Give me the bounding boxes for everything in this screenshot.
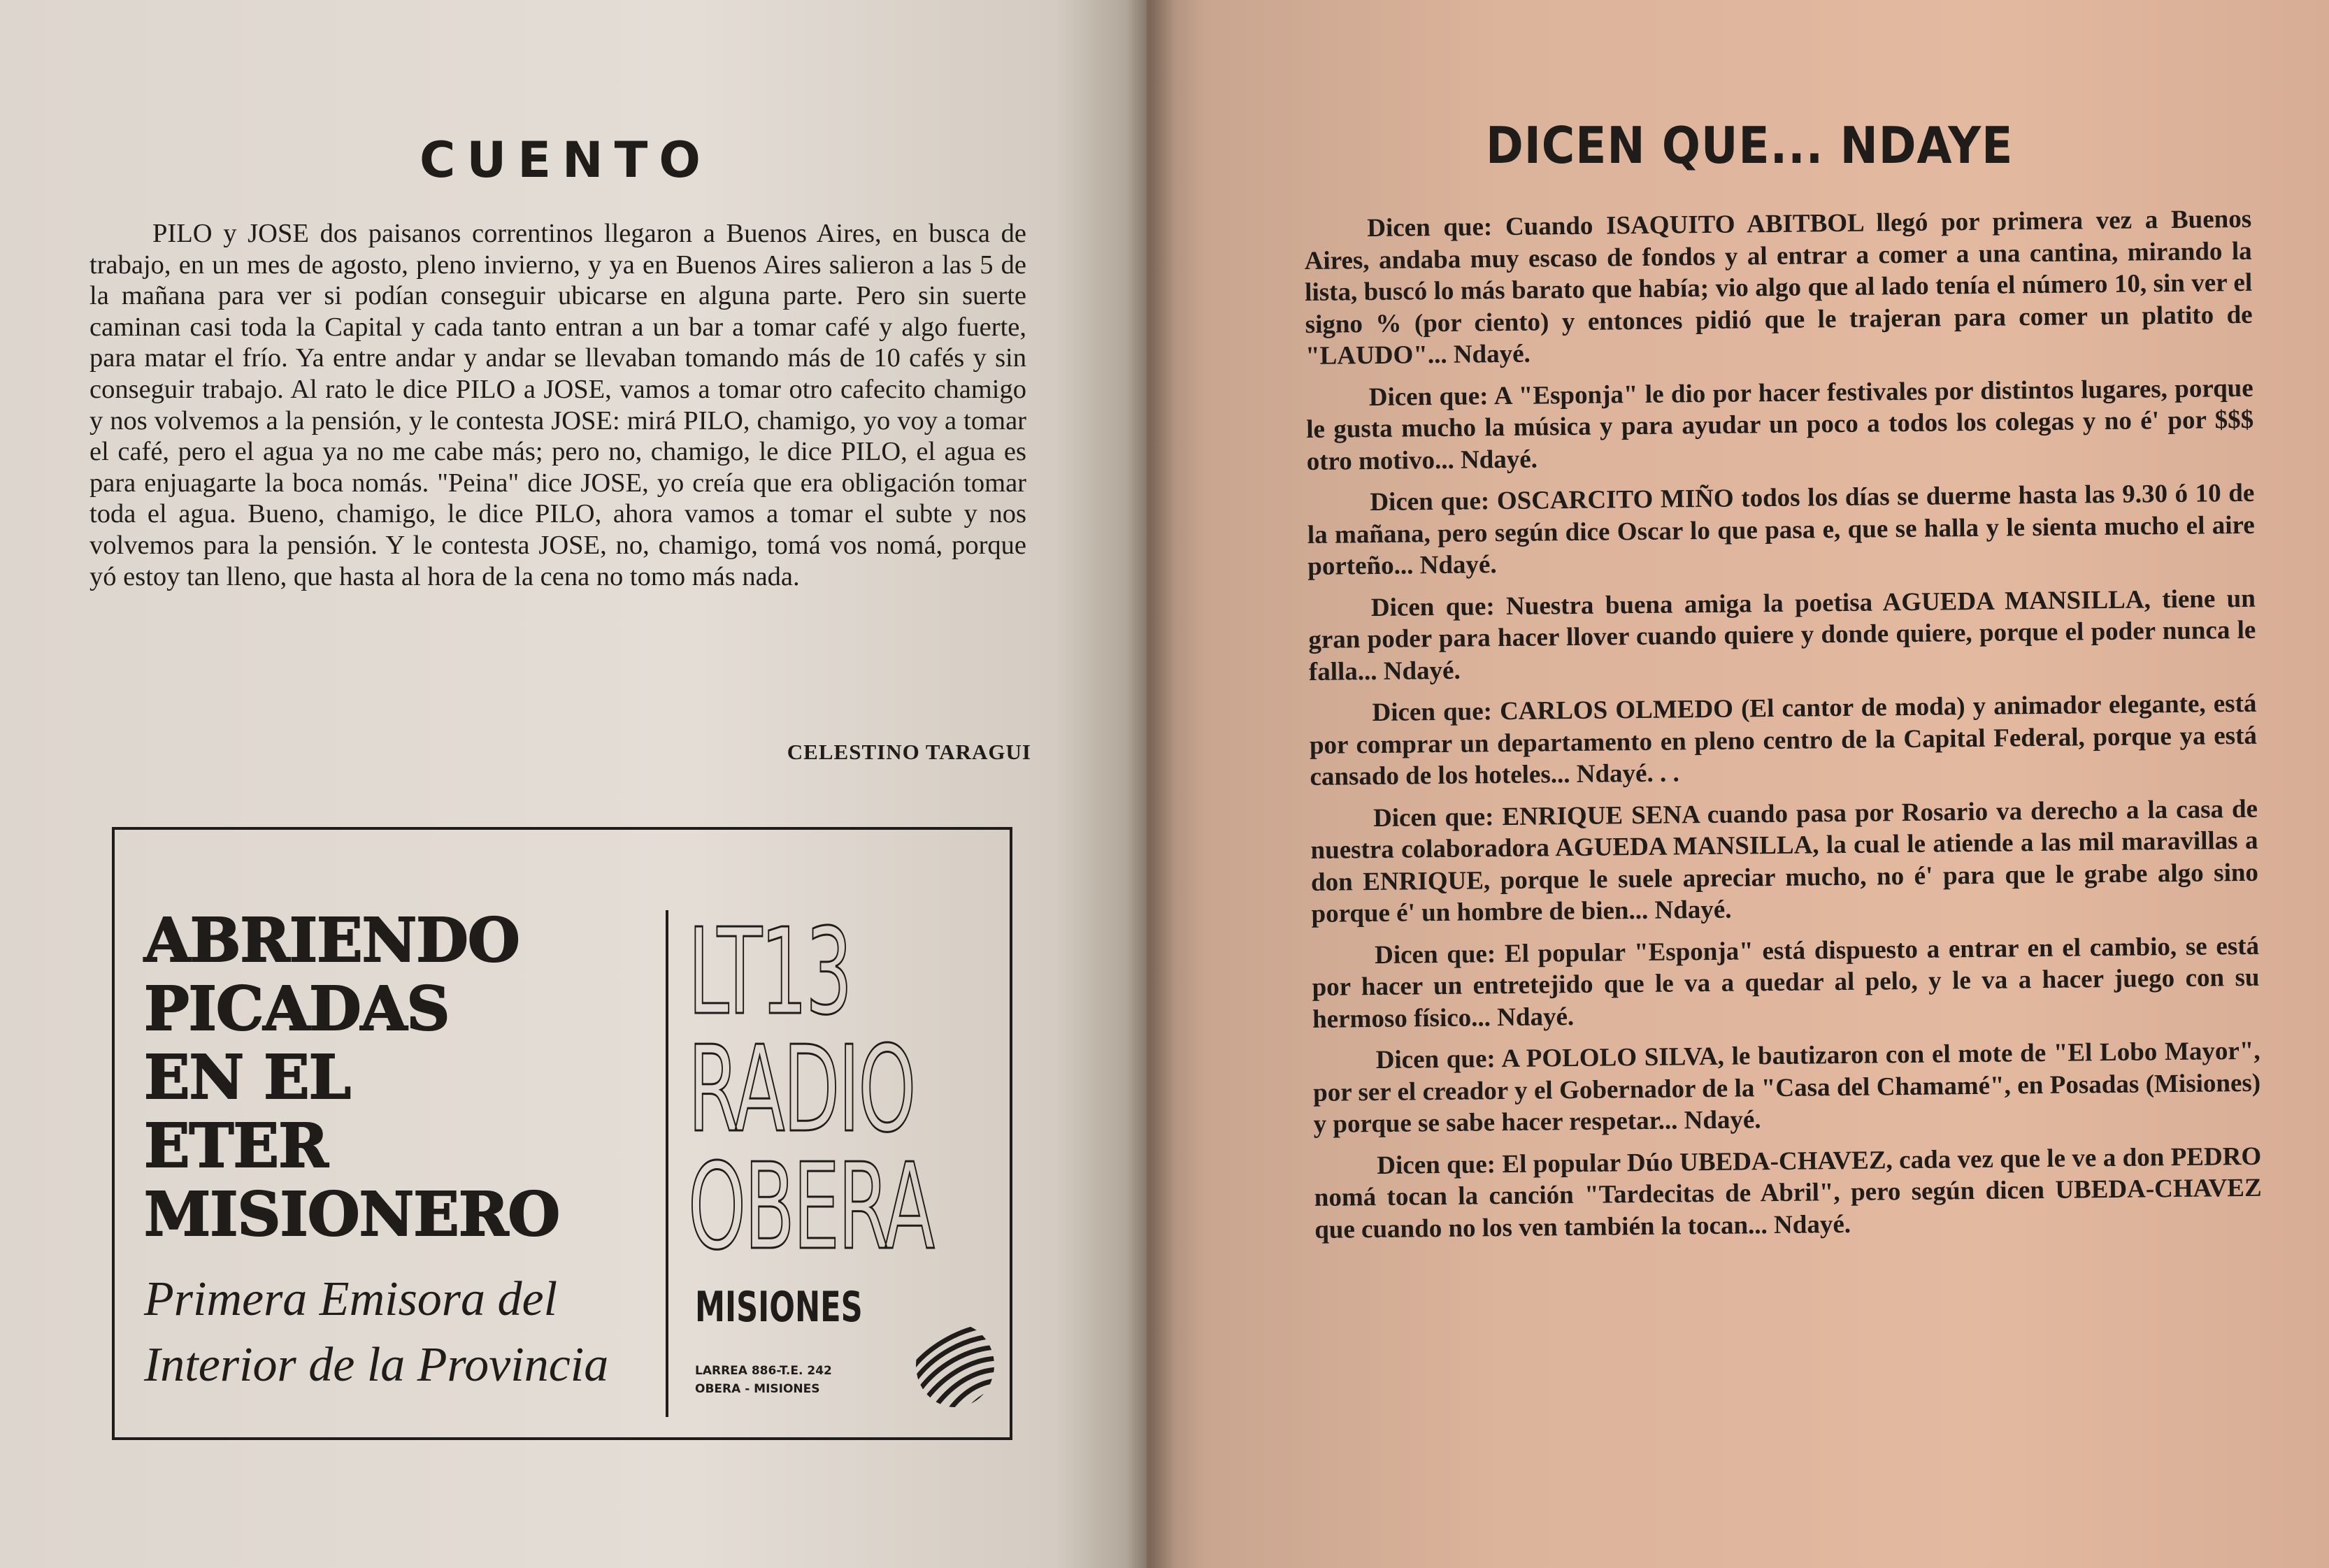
ad-tagline bbox=[144, 1267, 675, 1398]
gossip-item: Dicen que: Nuestra buena amiga la poetisa AGUEDA MANSILLA, tiene un gran poder para hacer llover cuando quiere y donde quiere, porque el poder nunca le falla... Ndayé. bbox=[1308, 584, 2256, 686]
station-region: MISIONES bbox=[695, 1283, 863, 1332]
gossip-item: Dicen que: El popular Dúo UBEDA-CHAVEZ, cada vez que le ve a don PEDRO nomá tocan la canción "Tardecitas de Abril", pero según dicen UBEDA-CHAVEZ que cuando no los ven también la tocan... Ndayé. bbox=[1314, 1142, 2262, 1244]
ad-headline-line: EN EL bbox=[144, 1042, 351, 1113]
ad-headline-line: MISIONERO bbox=[144, 1179, 560, 1250]
station-name bbox=[688, 903, 933, 1276]
ad-headline-line: ETER bbox=[144, 1111, 328, 1181]
ad-headline bbox=[144, 907, 559, 1249]
right-page bbox=[1147, 0, 2329, 1568]
gossip-list bbox=[1304, 203, 2263, 1256]
left-page bbox=[0, 0, 1147, 1568]
story-author: CELESTINO TARAGUI bbox=[787, 740, 1031, 764]
address-line: LARREA 886-T.E. 242 bbox=[695, 1364, 832, 1378]
station-line: RADIO bbox=[688, 1021, 915, 1159]
ad-tagline-line: Interior de la Provincia bbox=[144, 1338, 609, 1392]
column-title: DICEN QUE... NDAYE bbox=[1486, 116, 2014, 175]
station-line: LT13 bbox=[688, 903, 851, 1042]
ad-headline-line: PICADAS bbox=[144, 974, 450, 1044]
gossip-item: Dicen que: OSCARCITO MIÑO todos los días se duerme hasta las 9.30 ó 10 de la mañana, pero según dice Oscar lo que pasa e, que se halla y le sienta mucho el aire porteño... Ndayé. bbox=[1307, 478, 2255, 581]
ad-divider bbox=[666, 910, 668, 1417]
station-address bbox=[695, 1362, 832, 1398]
gossip-item: Dicen que: Cuando ISAQUITO ABITBOL llegó por primera vez a Buenos Aires, andaba muy escaso de fondos y al entrar a comer a una cantina, mirando la lista, buscó lo más barato que había; vio algo que al lado tenía el número 10, sin ver el signo % (por ciento) y entonces pidió que le trajeran para comer un platito de "LAUDO"... Ndayé. bbox=[1304, 204, 2253, 371]
story-text: PILO y JOSE dos paisanos correntinos llegaron a Buenos Aires, en busca de trabajo, en un mes de agosto, pleno invierno, y ya en Buenos Aires salieron a las 5 de la mañana para ver si podían conseguir ubicarse en alguna parte. Pero sin suerte caminan casi toda la Capital y cada tanto entran a un bar a tomar café y algo fuerte, para matar el frío. Ya entre andar y andar se llevaban tomando más de 10 cafés y sin conseguir trabajo. Al rato le dice PILO a JOSE, vamos a tomar otro cafecito chamigo y nos volvemos a la pensión, y le contesta JOSE: mirá PILO, chamigo, yo voy a tomar el café, pero el agua ya no me cabe más; pero no, chamigo, le dice PILO, el agua es para enjuagarte la boca nomás. "Peina" dice JOSE, yo creía que era obligación tomar toda el agua. Bueno, chamigo, le dice PILO, ahora vamos a tomar el subte y nos volvemos para la pensión. Y le contesta JOSE, no, chamigo, tomá vos nomá, porque yó estoy tan lleno, que hasta al hora de la cena no tomo más nada. bbox=[89, 219, 1026, 591]
gossip-item: Dicen que: A POLOLO SILVA, le bautizaron con el mote de "El Lobo Mayor", por ser el creador y el Gobernador de la "Casa del Chamamé", en Posadas (Misiones) y porque se sabe hacer respetar... Ndayé. bbox=[1312, 1036, 2261, 1139]
radio-waves-logo-icon bbox=[913, 1319, 997, 1410]
gossip-item: Dicen que: CARLOS OLMEDO (El cantor de moda) y animador elegante, está por comprar un departamento en pleno centro de la Capital Federal, porque ya está cansado de los hoteles... Ndayé. . . bbox=[1309, 689, 2258, 791]
station-line: OBERA bbox=[688, 1138, 933, 1276]
radio-advertisement bbox=[112, 827, 1012, 1440]
story-title: CUENTO bbox=[420, 131, 712, 189]
gossip-item: Dicen que: A "Esponja" le dio por hacer festivales por distintos lugares, porque le gusta mucho la música y para ayudar un poco a todos los colegas y no é' por $$$ otro motivo... Ndayé. bbox=[1306, 373, 2254, 476]
book-spine bbox=[1126, 0, 1175, 1568]
gossip-item: Dicen que: ENRIQUE SENA cuando pasa por Rosario va derecho a la casa de nuestra colaboradora AGUEDA MANSILLA, la cual le atiende a las mil maravillas a don ENRIQUE, porque le suele apreciar mucho, no é' para que le grabe algo sino porque é' un hombre de bien... Ndayé. bbox=[1310, 794, 2259, 928]
ad-tagline-line: Primera Emisora del bbox=[144, 1272, 558, 1326]
gossip-item: Dicen que: El popular "Esponja" está dispuesto a entrar en el cambio, se está por hacer un entretejido que le va a quedar al pelo, y le va a hacer juego con su hermoso físico... Ndayé. bbox=[1312, 931, 2260, 1034]
address-line: OBERA - MISIONES bbox=[695, 1382, 820, 1396]
ad-headline-line: ABRIENDO bbox=[144, 905, 519, 976]
